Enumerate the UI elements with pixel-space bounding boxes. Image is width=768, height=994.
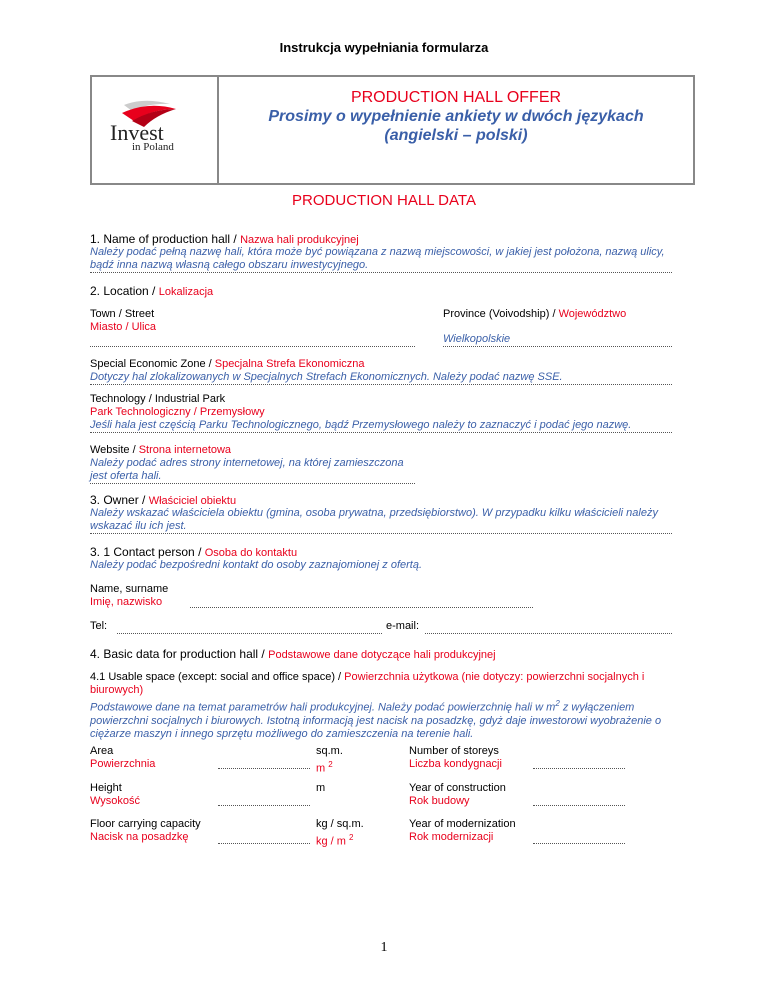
usable-space-heading: 4.1 Usable space (except: social and office space) / Powierzchnia użytkowa (nie dotyczy: powierzchni socjalnych i biurowych) [90, 671, 645, 696]
logo-sub: in Poland [132, 141, 174, 153]
header-title: PRODUCTION HALL OFFER [350, 89, 562, 106]
web-field[interactable]: Należy podać adres strony internetowej, na której zamieszczona jest oferta hali. [90, 457, 415, 484]
construction-year-label: Year of construction Rok budowy [409, 782, 506, 807]
usable-space-hint: Podstawowe dane na temat parametrów hali produkcyjnej. Należy podać powierzchnię hali w $m^2$ z wyłączeniem powierzchni socjalnych i biurowych. Istotną informacją jest nacisk na posadzkę, gdyż daje inwestorowi wyobrażenie o ciężarze maszyn i innego sprzętu możliwego do zamieszczenia na terenie hali. [90, 699, 662, 740]
header-box [90, 75, 695, 185]
area-label: Area Powierzchnia [90, 745, 156, 770]
page-number: 1 [380, 940, 388, 955]
sez-label: Special Economic Zone / Specjalna Strefa Ekonomiczna [90, 358, 365, 370]
storeys-field[interactable] [533, 767, 625, 769]
s2-heading: 2. Location / Lokalizacja [90, 284, 214, 298]
area-field[interactable] [218, 767, 310, 769]
email-field[interactable] [425, 632, 672, 634]
logo-word: Invest [110, 120, 164, 145]
name-label: Name, surname Imię, nazwisko [90, 583, 169, 608]
section-title: PRODUCTION HALL DATA [292, 192, 476, 209]
contact-heading: 3. 1 Contact person / Osoba do kontaktu [90, 545, 298, 559]
sez-field[interactable]: Dotyczy hal zlokalizowanych w Specjalnych Strefach Ekonomicznych. Należy podać nazwę SSE. [90, 371, 672, 385]
email-label: e-mail: [386, 620, 420, 632]
modernization-year-field[interactable] [533, 842, 625, 844]
area-unit: sq.m. m $^2$ [316, 745, 343, 775]
header-subtitle: Prosimy o wypełnienie ankiety w dwóch językach [268, 108, 644, 125]
floor-capacity-label: Floor carrying capacity Nacisk na posadzkę [90, 818, 201, 843]
height-field[interactable] [218, 804, 310, 806]
contact-hint: Należy podać bezpośredni kontakt do osoby zaznajomionej z ofertą. [90, 559, 423, 571]
province-field[interactable]: Wielkopolskie [443, 333, 672, 347]
page-title: Instrukcja wypełniania formularza [279, 40, 489, 55]
modernization-year-label: Year of modernization Rok modernizacji [409, 818, 516, 843]
name-field[interactable] [190, 606, 533, 608]
height-unit: m [316, 782, 326, 794]
construction-year-field[interactable] [533, 804, 625, 806]
town-label: Town / Street Miasto / Ulica [90, 308, 157, 333]
storeys-label: Number of storeys Liczba kondygnacji [409, 745, 502, 770]
s1-heading: 1. Name of production hall / Nazwa hali produkcyjnej [90, 232, 359, 246]
tel-label: Tel: [90, 620, 108, 632]
logo [92, 77, 219, 183]
s3-heading: 3. Owner / Właściciel obiektu [90, 493, 237, 507]
province-label: Province (Voivodship) / Województwo [443, 308, 627, 320]
tel-field[interactable] [117, 632, 382, 634]
floor-capacity-field[interactable] [218, 842, 310, 844]
web-label: Website / Strona internetowa [90, 444, 232, 456]
tech-field[interactable]: Jeśli hala jest częścią Parku Technologicznego, bądź Przemysłowego należy to zaznaczyć i podać jego nazwę. [90, 419, 672, 433]
owner-field[interactable]: Należy wskazać właściciela obiektu (gmina, osoba prywatna, przedsiębiorstwo). W przypadku kilku właścicieli należy wskazać ilu ich jest. [90, 507, 672, 534]
s4-heading: 4. Basic data for production hall / Podstawowe dane dotyczące hali produkcyjnej [90, 647, 496, 661]
height-label: Height Wysokość [90, 782, 141, 807]
town-field[interactable] [90, 345, 415, 347]
tech-label: Technology / Industrial Park Park Technologiczny / Przemysłowy [90, 393, 265, 418]
floor-capacity-unit: kg / sq.m. kg / m $^2$ [316, 818, 364, 848]
s1-name-field[interactable]: Należy podać pełną nazwę hali, która może być powiązana z nazwą miejscowości, w jakiej jest położona, nazwą ulicy, bądź inna nazwą własną całego obszaru inwestycyjnego. [90, 246, 672, 273]
header-languages: (angielski – polski) [384, 127, 528, 144]
